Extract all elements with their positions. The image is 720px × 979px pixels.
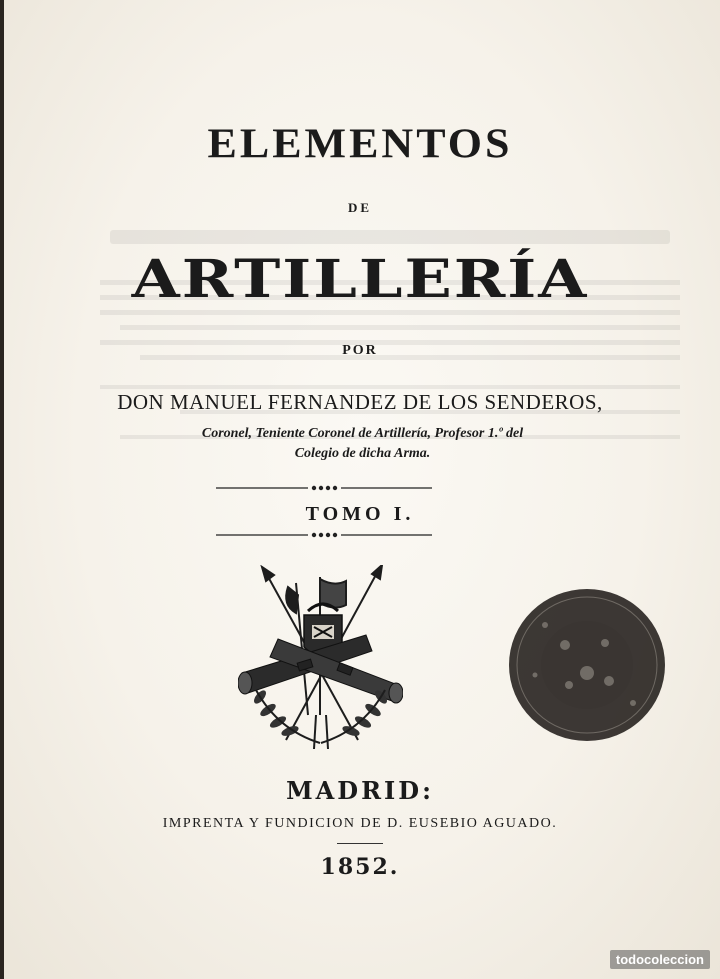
author-name: DON MANUEL FERNANDEZ DE LOS SENDEROS, (117, 390, 603, 414)
credentials-line-2: Colegio de dicha Arma. (294, 446, 431, 461)
byline-por: POR (342, 343, 378, 358)
author-credentials (80, 424, 645, 464)
title-connector-de: DE (347, 200, 373, 215)
title-line-artilleria: ARTILLERÍA (131, 247, 589, 310)
credentials-line-1: Coronel, Teniente Coronel de Artillería, Profesor 1.º del (201, 426, 524, 441)
title-line-elementos: ELEMENTOS (207, 120, 513, 167)
ornamental-rule-bottom (216, 530, 432, 540)
volume-label: TOMO I. (305, 503, 415, 525)
imprint-printer: IMPRENTA Y FUNDICION DE D. EUSEBIO AGUADO. (162, 816, 558, 831)
imprint-year: 1852. (320, 854, 400, 880)
imprint-city: MADRID: (286, 776, 434, 805)
library-seal-stamp-icon (505, 585, 670, 745)
artillery-trophy-emblem-icon (238, 565, 403, 750)
imprint-divider (337, 843, 383, 844)
ornamental-rule-top (216, 483, 432, 493)
site-watermark: todocoleccion (610, 950, 710, 969)
